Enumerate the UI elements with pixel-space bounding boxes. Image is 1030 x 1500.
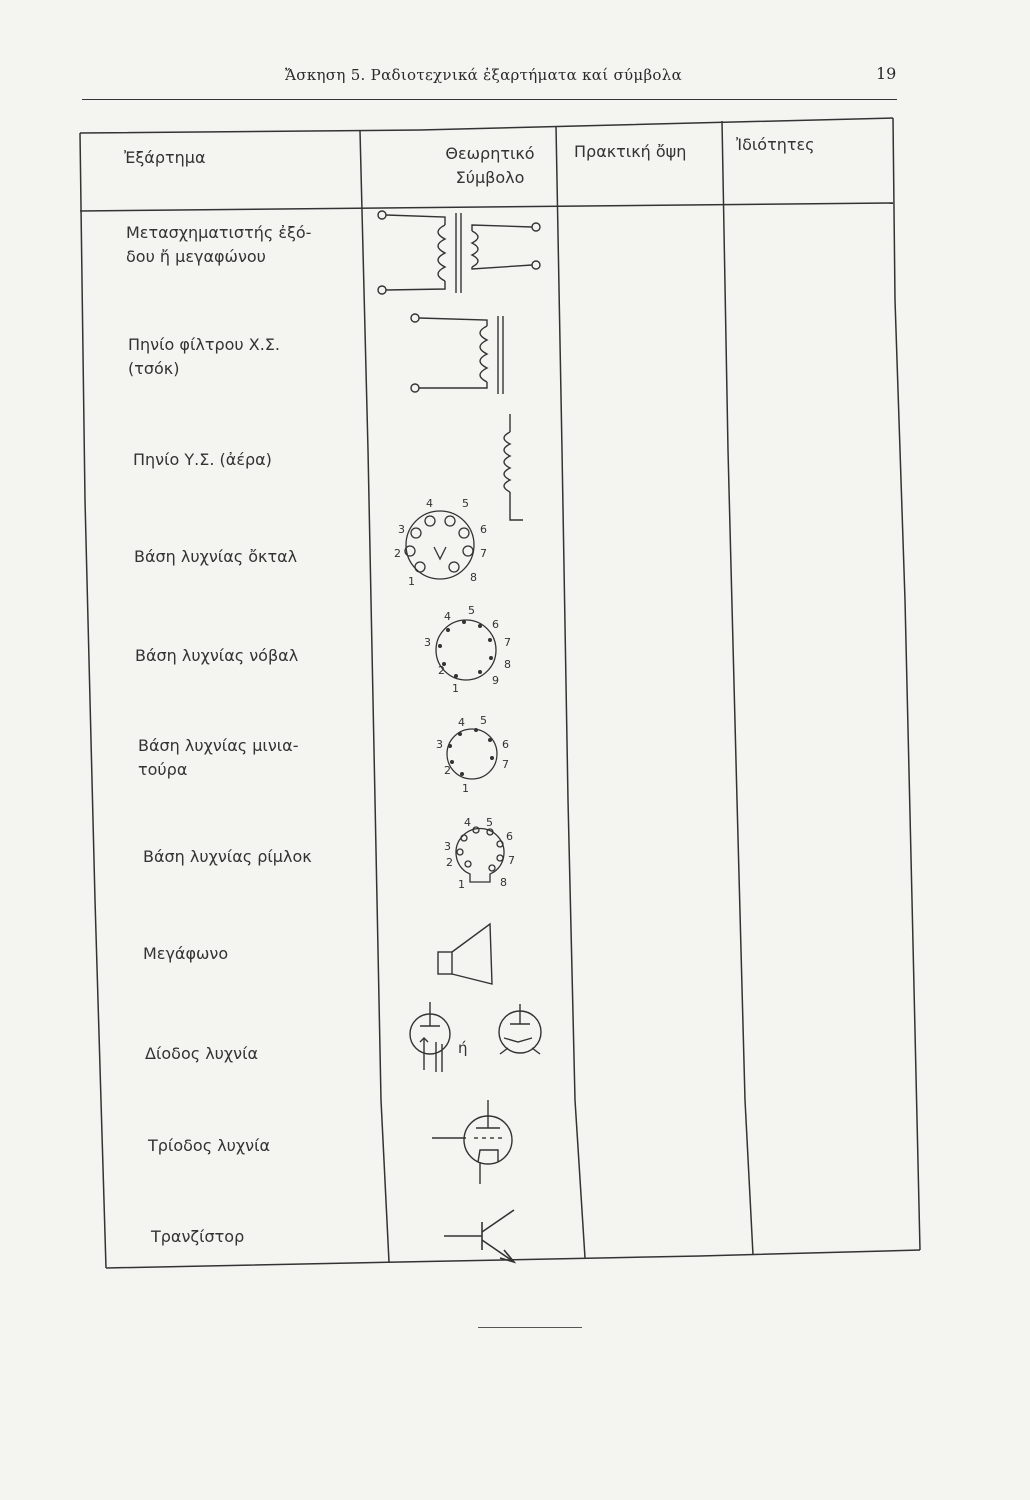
column-divider-3 [722,121,753,1255]
svg-text:7: 7 [504,636,511,649]
output-transformer-icon [370,205,550,300]
miniature-socket-icon [432,712,532,802]
row-label-loudspeaker: Μεγάφωνο [143,944,229,963]
noval-socket-icon [418,602,528,697]
svg-text:4: 4 [464,816,471,829]
svg-text:1: 1 [462,782,469,795]
svg-text:5: 5 [486,816,493,829]
choke-coil-icon [405,308,515,398]
svg-text:2: 2 [446,856,453,869]
svg-text:3: 3 [444,840,451,853]
svg-text:6: 6 [492,618,499,631]
row-label-noval-socket: Βάση λυχνίας νόβαλ [135,646,299,665]
svg-text:1: 1 [458,878,465,891]
triode-tube-icon [428,1098,538,1188]
air-coil-icon [495,410,535,525]
column-header-practical-view: Πρακτική ὄψη [574,142,687,161]
row-label-transistor: Τρανζίστορ [151,1227,245,1246]
svg-text:7: 7 [508,854,515,867]
svg-text:2: 2 [444,764,451,777]
svg-text:5: 5 [462,497,469,510]
column-divider-1 [360,131,389,1262]
svg-text:9: 9 [492,674,499,687]
svg-text:4: 4 [426,497,433,510]
svg-text:5: 5 [468,604,475,617]
transistor-icon [442,1206,532,1266]
loudspeaker-icon [432,918,502,988]
row-label-choke-coil: Πηνίο φίλτρου Χ.Σ. (τσόκ) [128,335,280,378]
page-header-title: Ἄσκηση 5. Ραδιοτεχνικά ἐξαρτήματα καί σύμβολα [285,66,682,84]
column-divider-2 [556,126,585,1258]
svg-text:1: 1 [452,682,459,695]
row-label-miniature-socket: Βάση λυχνίας μινια- τούρα [138,736,299,779]
rimlock-socket-icon [440,816,540,896]
svg-text:6: 6 [506,830,513,843]
footnote-rule [478,1327,582,1328]
svg-text:8: 8 [504,658,511,671]
row-label-diode-tube: Δίοδος λυχνία [145,1044,259,1063]
svg-text:2: 2 [438,664,445,677]
svg-text:8: 8 [470,571,477,584]
column-header-symbol: Θεωρητικό Σύμβολο [445,144,535,187]
page-number: 19 [876,64,897,83]
row-label-octal-socket: Βάση λυχνίας ὄκταλ [134,547,298,566]
table-top-border [80,118,893,133]
table-right-border [893,118,920,1250]
row-label-output-transformer: Μετασχηματιστής ἐξό- δου ἤ μεγαφώνου [126,223,312,266]
svg-text:8: 8 [500,876,507,889]
svg-text:2: 2 [394,547,401,560]
svg-text:4: 4 [458,716,465,729]
row-label-air-coil: Πηνίο Υ.Σ. (ἀέρα) [133,450,272,469]
column-header-properties: Ἰδιότητες [736,135,815,154]
diode-tube-icon [400,998,550,1088]
row-label-rimlock-socket: Βάση λυχνίας ρίμλοκ [143,847,312,866]
diode-or-text: ή [458,1039,468,1057]
svg-text:6: 6 [502,738,509,751]
svg-text:3: 3 [424,636,431,649]
svg-text:7: 7 [480,547,487,560]
svg-text:4: 4 [444,610,451,623]
svg-text:3: 3 [398,523,405,536]
row-label-triode-tube: Τρίοδος λυχνία [148,1136,271,1155]
column-header-component: Ἐξάρτημα [124,148,206,167]
svg-text:1: 1 [408,575,415,588]
octal-socket-icon [388,493,498,588]
svg-text:6: 6 [480,523,487,536]
table-left-border [80,133,106,1268]
svg-text:3: 3 [436,738,443,751]
svg-text:7: 7 [502,758,509,771]
svg-text:5: 5 [480,714,487,727]
